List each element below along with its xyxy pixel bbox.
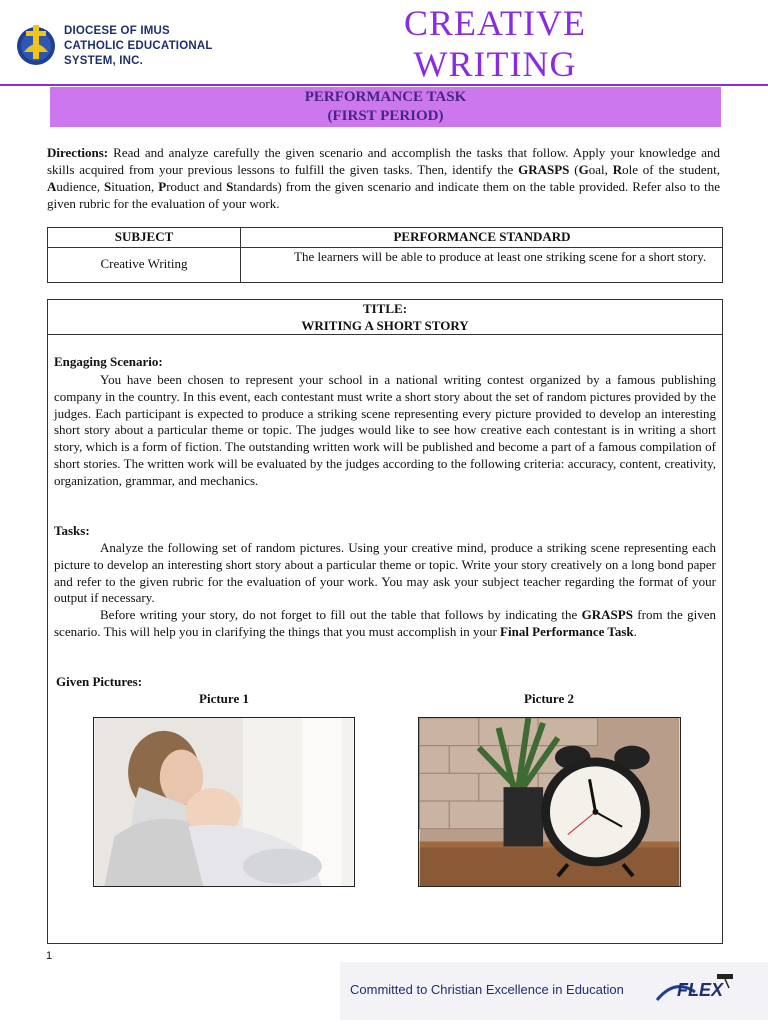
picture-1-label: Picture 1 [199,691,249,706]
directions-text: roduct and [166,179,227,194]
directions-text: ole of the student, [622,162,720,177]
directions-text: tandards) from the given scenario and indicate them on the table provided. Refer also to the given rubric for the evaluation of your work. [47,179,721,211]
directions-text: oal, [588,162,613,177]
grasps-letter: S [226,179,234,194]
scenario-heading: Engaging Scenario: [54,354,163,369]
grasps-letter: R [612,162,623,177]
directions-text: ( [569,162,579,177]
grasps-letter: S [104,179,112,194]
page-number: 1 [46,950,53,962]
scenario-paragraph: You have been chosen to represent your school in a national writing contest organized by a famous publishing company in the country. In this event, each contestant must write a short story about the set of random pictures provided by the judges. Each participant is expected to produce a striking scene representing every picture provided to develop an interesting short story about a particular theme or topic. The judges would like to see how creative each contestant is in writing a short story, which is a form of fiction. The outstanding written work will be published and become a part of a famous compilation of short stories. The written work will be evaluated by the judges according to the following criteria: accuracy, content, creativity, organization, grammar, and mechanics. [54,372,716,488]
performance-standard-table [47,227,723,283]
footer-motto: Committed to Christian Excellence in Education [350,982,624,997]
directions-text: Read and analyze carefully the given scenario and accomplish the tasks that follow. Apply your knowledge and skills acquired from your previous lessons to fulfill the given tasks. Then, identify the [47,145,720,177]
table-cell-standard: The learners will be able to produce at least one striking scene for a short story. [294,249,707,264]
banner-title: PERFORMANCE TASK [304,89,467,105]
banner-subtitle: (FIRST PERIOD) [327,108,444,124]
org-name-line-2: CATHOLIC EDUCATIONAL [64,40,213,52]
subject-title-line-2: WRITING [413,44,577,84]
final-task-term: Final Performance Task [500,623,634,639]
grasps-letter: A [47,179,57,194]
subject-title-line-1: CREATIVE [404,3,586,43]
tasks-text: Before writing your story, do not forget to fill out the table that follows by indicating the [100,607,582,622]
directions-paragraph [47,144,720,212]
svg-text:FLEX: FLEX [677,980,724,1000]
picture-2-label: Picture 2 [524,691,574,706]
title-label: TITLE: [362,301,408,316]
tasks-heading: Tasks: [54,523,90,538]
directions-text: udience, [56,179,105,194]
table-header-subject: SUBJECT [114,229,174,244]
grasps-letter: G [578,162,589,177]
grasps-term: GRASPS [581,607,633,622]
grasps-term: GRASPS [518,162,570,177]
picture-1-mother-baby [93,717,355,887]
tasks-text: . [633,623,637,639]
picture-2-alarm-clock [418,717,681,887]
table-header-standard: PERFORMANCE STANDARD [393,229,571,244]
org-name-line-3: SYSTEM, INC. [64,55,144,67]
tasks-text: from the given scenario. This will help you in clarifying the things that you must accomplish in your [54,607,716,639]
table-cell-subject: Creative Writing [100,256,188,271]
title-divider [47,334,723,335]
org-name-line-1: DIOCESE OF IMUS [64,25,170,37]
directions-label: Directions: [47,145,109,160]
directions-text: ituation, [111,179,159,194]
flex-logo [655,970,745,1006]
tasks-paragraph-2 [54,607,716,641]
header-divider [0,84,768,86]
diocese-logo [14,22,58,68]
tasks-paragraph-1: Analyze the following set of random pictures. Using your creative mind, produce a striking scene representing each picture to develop an interesting short story about a particular theme or topic. Write your story creatively on a long bond paper and refer to the given rubric for the evaluation of your work. You may ask your subject teacher regarding the format of your output if necessary. [54,540,716,606]
task-title: WRITING A SHORT STORY [301,318,469,333]
grasps-letter: P [158,179,167,194]
pictures-heading: Given Pictures: [56,674,143,689]
